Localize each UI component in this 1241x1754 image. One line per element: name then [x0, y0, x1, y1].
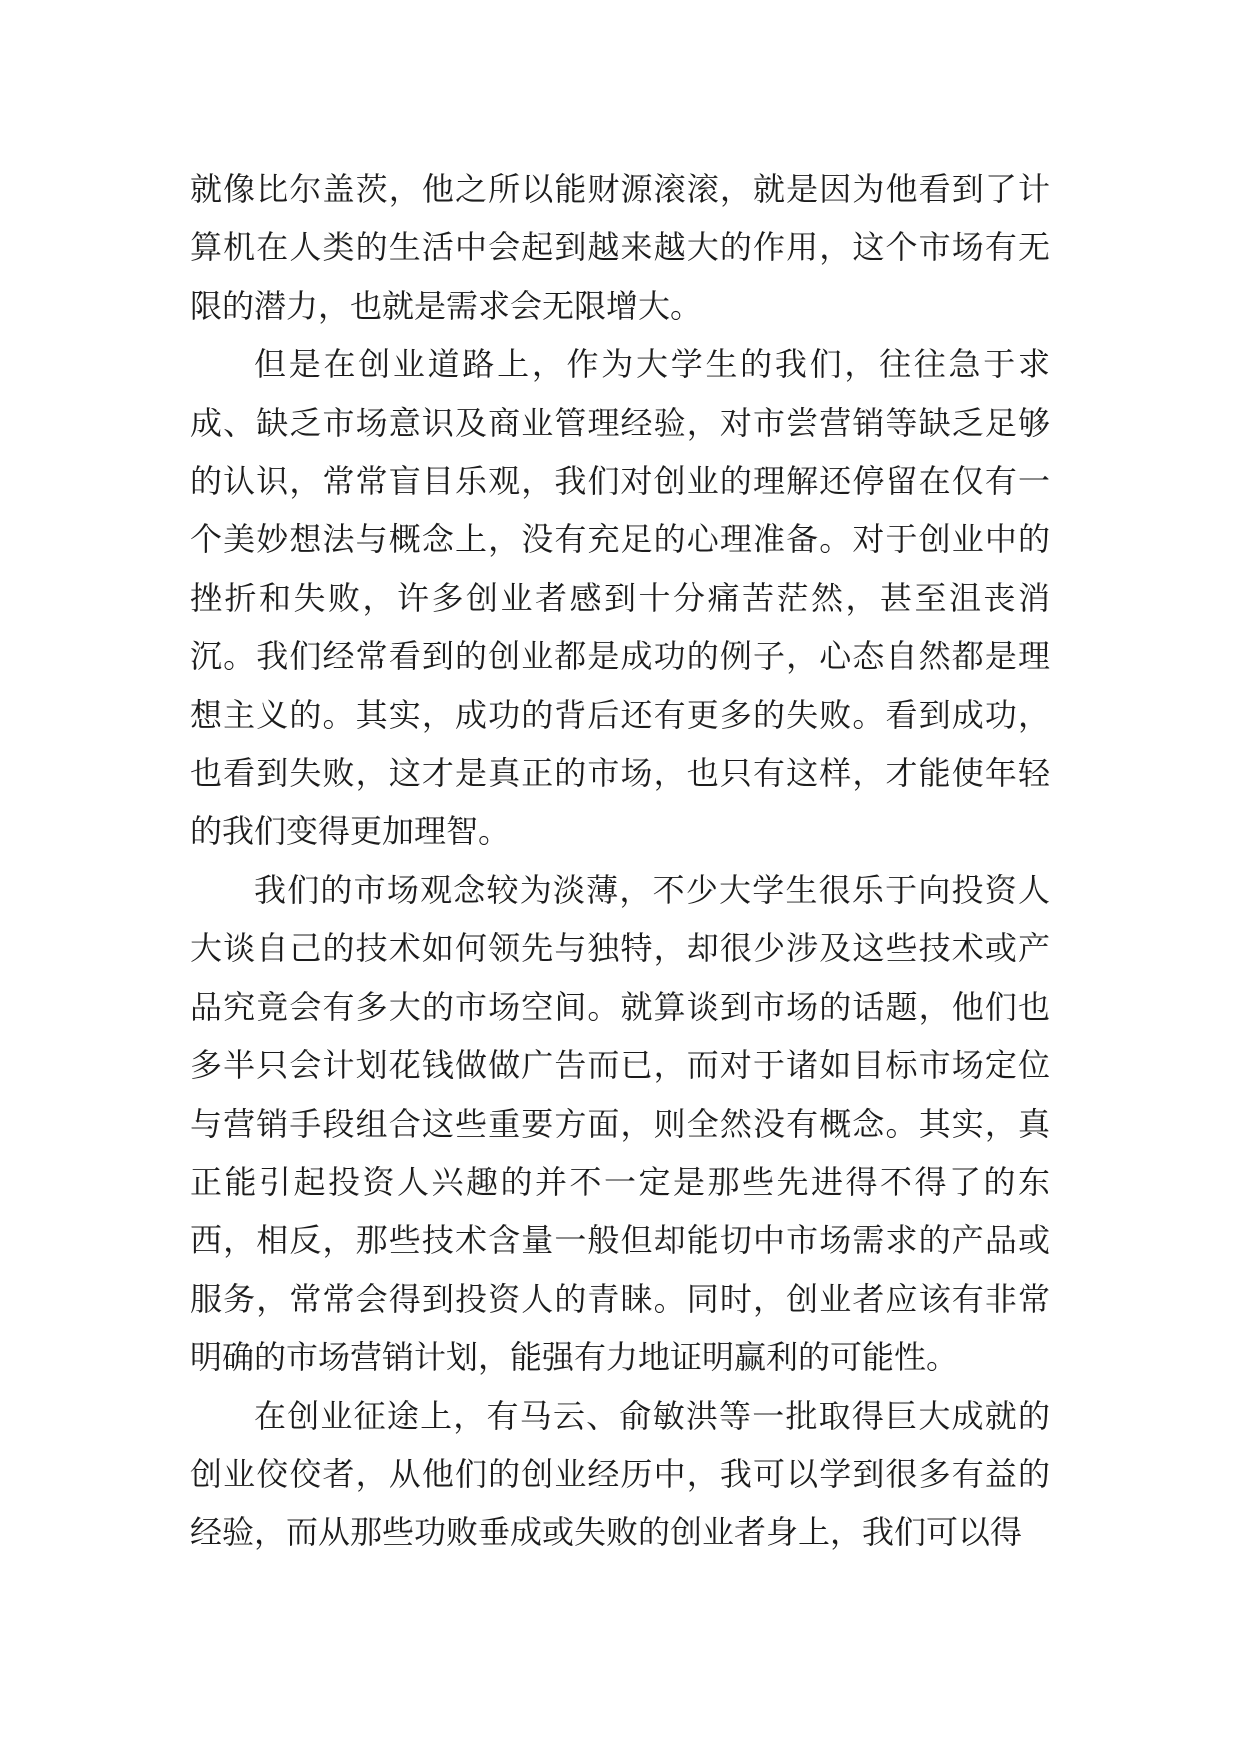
text-line: 西，相反，那些技术含量一般但却能切中市场需求的产品或	[190, 1221, 1050, 1260]
text-line: 服务，常常会得到投资人的青睐。同时，创业者应该有非常	[190, 1279, 1050, 1318]
text-line: 明确的市场营销计划，能强有力地证明赢利的可能性。	[190, 1338, 959, 1377]
text-line: 算机在人类的生活中会起到越来越大的作用，这个市场有无	[190, 228, 1050, 267]
text-line: 限的潜力，也就是需求会无限增大。	[190, 286, 703, 325]
paragraph	[190, 861, 1050, 1387]
text-line: 缺乏市场意识及商业管理经验，对市尝营销等缺乏足够的认	[190, 403, 1050, 501]
text-line: 就像比尔盖茨，他之所以能财源滚滚，就是因为他看到了计	[190, 170, 1050, 208]
text-line: 正能引起投资人兴趣的并不一定是那些先进得不得了的东	[190, 1162, 1050, 1201]
paragraph	[190, 160, 1050, 335]
text-line: 失败，这才是真正的市场，也只有这样，才能使年轻的我们	[190, 754, 1050, 851]
text-line: 们经常看到的创业都是成功的例子，心态自然都是理想主义	[190, 637, 1050, 734]
text-line: 我们的市场观念较为淡薄，不少大学生很乐于向投资人	[254, 870, 1050, 909]
text-line: 多半只会计划花钱做做广告而已，而对于诸如目标市场定位	[190, 1046, 1050, 1085]
paragraph	[190, 1387, 1050, 1562]
paragraph	[190, 335, 1050, 861]
text-line: 变得更加理智。	[286, 812, 511, 851]
text-line: 但是在创业道路上，作为大学生的我们，往往急于求成、	[190, 345, 1050, 442]
text-line: 经验，而从那些功败垂成或失败的创业者身上，我们可以得	[190, 1513, 1023, 1552]
document-body	[190, 160, 1050, 1562]
text-line: 与营销手段组合这些重要方面，则全然没有概念。其实，真	[190, 1104, 1050, 1143]
text-line: 大谈自己的技术如何领先与独特，却很少涉及这些技术或产	[190, 929, 1050, 968]
text-line: 的。其实，成功的背后还有更多的失败。看到成功，也看到	[190, 695, 1050, 793]
text-line: 在创业征途上，有马云、俞敏洪等一批取得巨大成就的	[254, 1396, 1050, 1435]
text-line: 和失败，许多创业者感到十分痛苦茫然，甚至沮丧消沉。我	[190, 578, 1050, 676]
text-line: 创业佼佼者，从他们的创业经历中，我可以学到很多有益的	[190, 1454, 1050, 1493]
text-line: 妙想法与概念上，没有充足的心理准备。对于创业中的挫折	[190, 520, 1050, 617]
text-line: 识，常常盲目乐观，我们对创业的理解还停留在仅有一个美	[190, 462, 1050, 559]
text-line: 品究竟会有多大的市场空间。就算谈到市场的话题，他们也	[190, 987, 1050, 1026]
